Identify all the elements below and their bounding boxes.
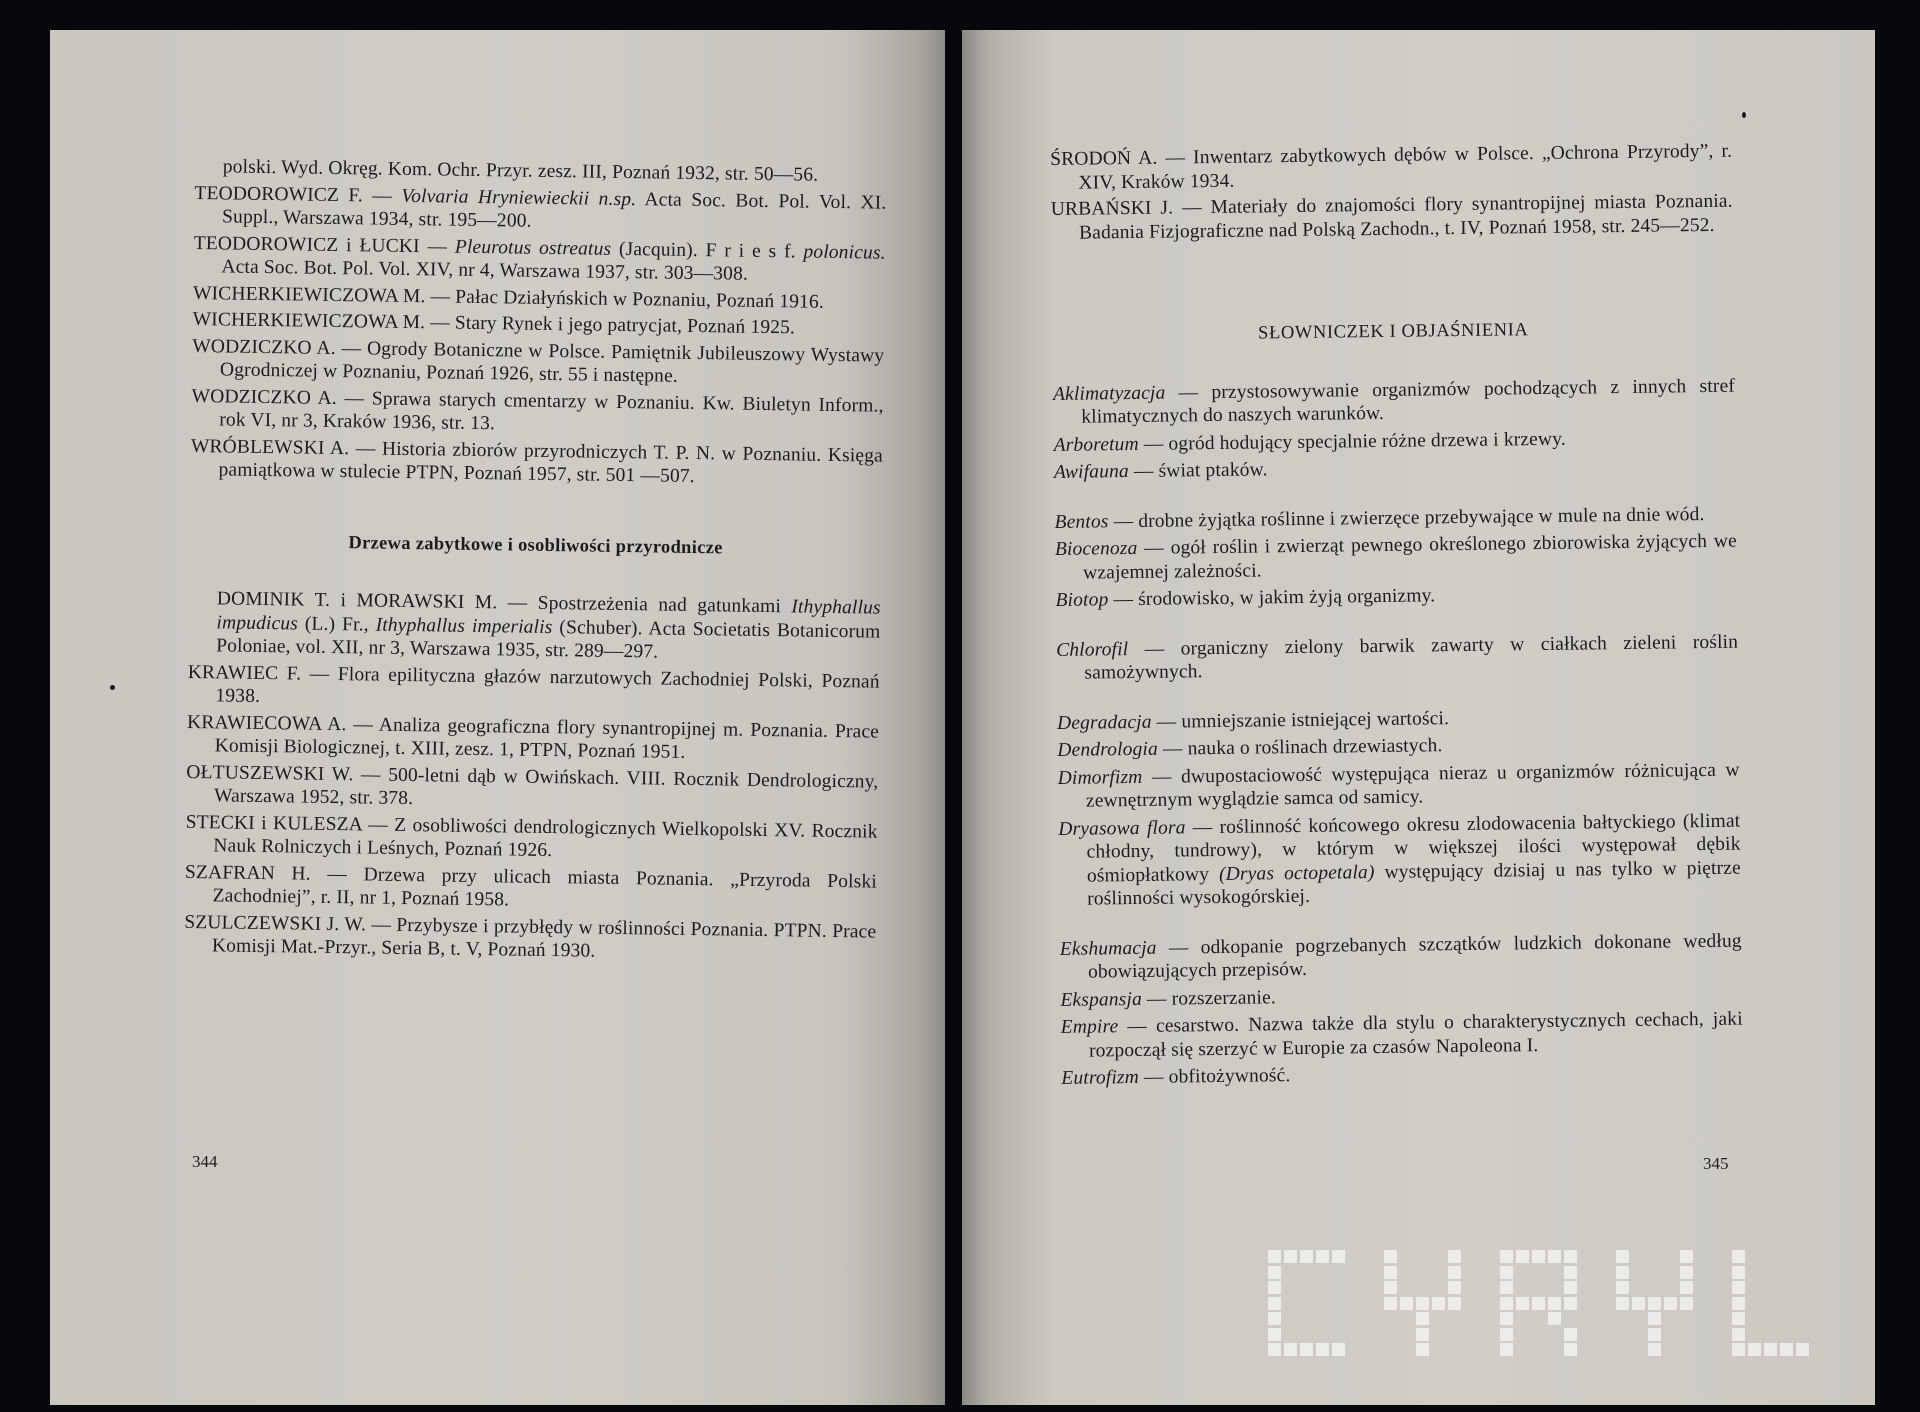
bibliography-entry: STECKI i KULESZA — Z osobliwości dendrologicznych Wielkopolski XV. Rocznik Nauk Rolniczych i Leśnych, Poznań 1926. — [185, 811, 878, 862]
bibliography-list — [190, 155, 886, 491]
page-number-right: 345 — [1703, 1154, 1729, 1173]
glossary-entry: Arboretum — ogród hodujący specjalnie różne drzewa i krzewy. — [1053, 428, 1566, 456]
watermark-cell — [1548, 1297, 1561, 1310]
glossary-term: Arboretum — [1053, 433, 1139, 456]
italic-title: Pleurotus ostreatus — [454, 236, 612, 260]
watermark-cell — [1564, 1281, 1577, 1294]
section-bibliography-list — [184, 587, 881, 967]
watermark-cell — [1500, 1266, 1513, 1279]
watermark-cell — [1284, 1343, 1297, 1356]
watermark-cell — [1764, 1343, 1777, 1356]
watermark-cell — [1732, 1266, 1745, 1279]
watermark-cell — [1384, 1297, 1397, 1310]
watermark-cell — [1316, 1250, 1329, 1263]
watermark-cell — [1664, 1297, 1677, 1310]
watermark-cell — [1680, 1297, 1693, 1310]
left-column — [184, 155, 887, 970]
watermark-cell — [1732, 1343, 1745, 1356]
glossary-entry: Dimorfizm — dwupostaciowość występująca nieraz u organizmów różnicująca w zewnętrznym wyglądzie samca od samicy. — [1057, 759, 1740, 812]
watermark-cell — [1796, 1343, 1809, 1356]
watermark-cell — [1416, 1328, 1429, 1341]
watermark-cell — [1548, 1312, 1561, 1325]
watermark-letter-y — [1616, 1250, 1704, 1360]
bibliography-entry: WICHERKIEWICZOWA M. — Stary Rynek i jego patrycjat, Poznań 1925. — [192, 308, 796, 339]
watermark-letter-r — [1500, 1250, 1588, 1360]
watermark-letter-y — [1384, 1250, 1472, 1360]
watermark-cell — [1648, 1297, 1661, 1310]
watermark-cell — [1616, 1281, 1629, 1294]
watermark-cell — [1532, 1250, 1545, 1263]
watermark-cell — [1500, 1281, 1513, 1294]
watermark-cell — [1500, 1297, 1513, 1310]
watermark-cell — [1300, 1250, 1313, 1263]
bibliography-entry: KRAWIECOWA A. — Analiza geograficzna flory synantropijnej m. Poznania. Prace Komisji Biologicznej, t. XIII, zesz. 1, PTPN, Poznań 1951. — [186, 711, 880, 763]
watermark-cell — [1284, 1250, 1297, 1263]
watermark-cell — [1532, 1297, 1545, 1310]
watermark-cell — [1384, 1266, 1397, 1279]
glossary-term: Chlorofil — [1056, 638, 1129, 661]
glossary-term: Dryasowa flora — [1058, 816, 1186, 840]
watermark-cell — [1648, 1328, 1661, 1341]
left-page — [50, 30, 945, 1405]
bibliography-entry: WODZICZKO A. — Sprawa starych cmentarzy w Poznaniu. Kw. Biuletyn Inform., rok VI, nr 3, Kraków 1936, str. 13. — [191, 385, 884, 435]
glossary-entry: Ekshumacja — odkopanie pogrzebanych szczątków ludzkich dokonane według obowiązujących przepisów. — [1059, 930, 1742, 983]
glossary-entry: Ekspansja — rozszerzanie. — [1060, 986, 1276, 1011]
watermark-cell — [1732, 1312, 1745, 1325]
glossary-term: Biocenoza — [1054, 537, 1138, 560]
glossary-term: Empire — [1060, 1016, 1119, 1038]
bibliography-entry: URBAŃSKI J. — Materiały do znajomości flory synantropijnej miasta Poznania. Badania Fizjograficzne nad Polską Zachodn., t. IV, Poznań 1958, str. 245—252. — [1050, 190, 1733, 244]
watermark-cell — [1516, 1297, 1529, 1310]
glossary-title: SŁOWNICZEK I OBJAŚNIENIA — [1258, 320, 1529, 344]
watermark-cell — [1564, 1297, 1577, 1310]
bibliography-entry: DOMINIK T. i MORAWSKI M. — Spostrzeżenia nad gatunkami Ithyphallus impudicus (L.) Fr., Ithyphallus imperialis (Schuber). Acta Societatis Botanicorum Poloniae, vol. XII, nr 3, Warszawa 1935, str. 289—297. — [216, 588, 881, 663]
watermark-cell — [1268, 1312, 1281, 1325]
watermark-cell — [1564, 1328, 1577, 1341]
watermark-cell — [1332, 1343, 1345, 1356]
glossary-entry: Chlorofil — organiczny zielony barwik zawarty w ciałkach zieleni roślin samożywnych. — [1056, 631, 1739, 684]
watermark-cell — [1448, 1281, 1461, 1294]
watermark-cell — [1384, 1250, 1397, 1263]
watermark-cell — [1616, 1297, 1629, 1310]
glossary-entry: Eutrofizm — obfitożywność. — [1061, 1065, 1291, 1089]
glossary-entry: Bentos — drobne żyjątka roślinne i zwierzęce przebywające w mule na dnie wód. — [1054, 503, 1705, 533]
glossary-term: Biotop — [1055, 589, 1109, 611]
glossary-entry: Awifauna — świat ptaków. — [1053, 459, 1268, 483]
watermark-cell — [1400, 1297, 1413, 1310]
glossary-term: Dimorfizm — [1057, 766, 1143, 789]
bibliography-entry: KRAWIEC F. — Flora epilityczna głazów narzutowych Zachodniej Polski, Poznań 1938. — [187, 661, 880, 707]
watermark-cell — [1732, 1328, 1745, 1341]
glossary-term: Awifauna — [1053, 461, 1129, 483]
glossary-term: Eutrofizm — [1061, 1066, 1140, 1089]
watermark-cell — [1384, 1281, 1397, 1294]
watermark-cell — [1448, 1297, 1461, 1310]
watermark-cell — [1316, 1343, 1329, 1356]
watermark-cell — [1416, 1343, 1429, 1356]
glossary-entry: Dendrologia — nauka o roślinach drzewiastych. — [1057, 735, 1443, 761]
watermark-cell — [1516, 1250, 1529, 1263]
italic-title: Ithyphallus imperialis — [375, 614, 553, 638]
latin-name: (Dryas octopetala) — [1218, 861, 1375, 885]
watermark-cell — [1564, 1266, 1577, 1279]
watermark-cell — [1416, 1312, 1429, 1325]
bibliography-entry: ŚRODOŃ A. — Inwentarz zabytkowych dębów w Polsce. „Ochrona Przyrody”, r. XIV, Kraków 1934. — [1050, 140, 1733, 194]
watermark-letter-l — [1732, 1250, 1820, 1360]
glossary-term: Bentos — [1054, 510, 1109, 533]
watermark-cell — [1732, 1281, 1745, 1294]
watermark-cell — [1268, 1297, 1281, 1310]
right-page — [962, 30, 1875, 1405]
bibliography-list-continued — [1050, 140, 1733, 245]
watermark-cell — [1268, 1343, 1281, 1356]
watermark-cell — [1448, 1250, 1461, 1263]
right-column — [1050, 140, 1744, 1095]
glossary-entry: Aklimatyzacja — przystosowywanie organizmów pochodzących z innych stref klimatycznych do naszych warunków. — [1052, 375, 1736, 428]
watermark-cell — [1300, 1343, 1313, 1356]
glossary-entry: Biocenoza — ogół roślin i zwierząt pewnego określonego zbiorowiska żyjących we wzajemnej zależności. — [1054, 530, 1737, 584]
bibliography-entry: polski. Wyd. Okręg. Kom. Ochr. Przyr. zesz. III, Poznań 1932, str. 50—56. — [222, 156, 819, 186]
watermark-cell — [1448, 1266, 1461, 1279]
watermark-cell — [1500, 1343, 1513, 1356]
watermark-cell — [1616, 1250, 1629, 1263]
bibliography-entry: TEODOROWICZ i ŁUCKI — Pleurotus ostreatus (Jacquin). F r i e s f. polonicus. Acta Soc. Bot. Pol. Vol. XIV, nr 4, Warszawa 1937, str. 303—308. — [193, 232, 886, 285]
watermark-cell — [1268, 1328, 1281, 1341]
watermark-cell — [1432, 1297, 1445, 1310]
bibliography-entry: WODZICZKO A. — Ogrody Botaniczne w Polsce. Pamiętnik Jubileuszowy Wystawy Ogrodniczej w Poznaniu, Poznań 1926, str. 55 i następne. — [192, 335, 885, 387]
watermark-cell — [1680, 1266, 1693, 1279]
glossary-term: Dendrologia — [1057, 738, 1159, 761]
page-number-left: 344 — [192, 1152, 218, 1171]
watermark-cell — [1500, 1328, 1513, 1341]
glossary-term: Degradacja — [1056, 711, 1152, 734]
glossary-entry: Degradacja — umniejszanie istniejącej wartości. — [1056, 707, 1450, 734]
bibliography-entry: OŁTUSZEWSKI W. — 500-letni dąb w Owińskach. VIII. Rocznik Dendrologiczny, Warszawa 1952, str. 378. — [186, 761, 879, 810]
section-title: Drzewa zabytkowe i osobliwości przyrodnicze — [348, 532, 723, 558]
glossary-entry: Empire — cesarstwo. Nazwa także dla stylu o charakterystycznych cechach, jaki rozpoczął się szerzyć w Europie za czasów Napoleona I. — [1060, 1008, 1743, 1062]
watermark-cell — [1648, 1312, 1661, 1325]
watermark-cell — [1616, 1266, 1629, 1279]
print-speck — [110, 685, 115, 690]
watermark-cell — [1268, 1250, 1281, 1263]
watermark-cell — [1548, 1250, 1561, 1263]
watermark-cell — [1416, 1297, 1429, 1310]
glossary-term: Aklimatyzacja — [1052, 382, 1166, 405]
glossary-term: Ekspansja — [1060, 988, 1143, 1011]
watermark-cell — [1500, 1250, 1513, 1263]
watermark-cell — [1732, 1250, 1745, 1263]
italic-title: polonicus. — [803, 241, 886, 264]
glossary-entry: Dryasowa flora — roślinność końcowego okresu zlodowacenia bałtyckiego (klimat chłodny, tundrowy), w którym w większej ilości występował dębik ośmiopłatkowy (Dryas octopetala) występujący dzisiaj u nas tylko w piętrze roślinności wysokogórskiej. — [1058, 810, 1741, 910]
cyryl-watermark — [1268, 1250, 1820, 1360]
italic-title: Volvaria Hryniewieckii n.sp. — [401, 185, 637, 210]
watermark-cell — [1648, 1343, 1661, 1356]
bibliography-entry: SZAFRAN H. — Drzewa przy ulicach miasta Poznania. „Przyroda Polski Zachodniej”, r. II, nr 1, Poznań 1958. — [184, 861, 878, 911]
bibliography-entry: WICHERKIEWICZOWA M. — Pałac Działyńskich w Poznaniu, Poznań 1916. — [192, 282, 825, 313]
watermark-cell — [1268, 1281, 1281, 1294]
watermark-cell — [1332, 1250, 1345, 1263]
bibliography-entry: SZULCZEWSKI J. W. — Przybysze i przybłędy w roślinności Poznania. PTPN. Prace Komisji Mat.-Przyr., Seria B, t. V, Poznań 1930. — [184, 911, 877, 962]
glossary-list — [1053, 374, 1744, 1090]
watermark-cell — [1632, 1297, 1645, 1310]
italic-title: Ithyphallus impudicus — [216, 596, 881, 634]
print-speck — [1742, 112, 1746, 118]
watermark-letter-c — [1268, 1250, 1356, 1360]
glossary-term: Ekshumacja — [1059, 937, 1157, 960]
watermark-cell — [1732, 1297, 1745, 1310]
watermark-cell — [1680, 1281, 1693, 1294]
watermark-cell — [1500, 1312, 1513, 1325]
bibliography-entry: TEODOROWICZ F. — Volvaria Hryniewieckii n.sp. Acta Soc. Bot. Pol. Vol. XI. Suppl., Warszawa 1934, str. 195—200. — [194, 182, 887, 232]
watermark-cell — [1780, 1343, 1793, 1356]
watermark-cell — [1564, 1250, 1577, 1263]
watermark-cell — [1268, 1266, 1281, 1279]
glossary-entry: Biotop — środowisko, w jakim żyją organizmy. — [1055, 585, 1436, 611]
watermark-cell — [1680, 1250, 1693, 1263]
watermark-cell — [1748, 1343, 1761, 1356]
bibliography-entry: WRÓBLEWSKI A. — Historia zbiorów przyrodniczych T. P. N. w Poznaniu. Księga pamiątkowa w stulecie PTPN, Poznań 1957, str. 501 —507. — [190, 435, 884, 488]
watermark-cell — [1564, 1343, 1577, 1356]
